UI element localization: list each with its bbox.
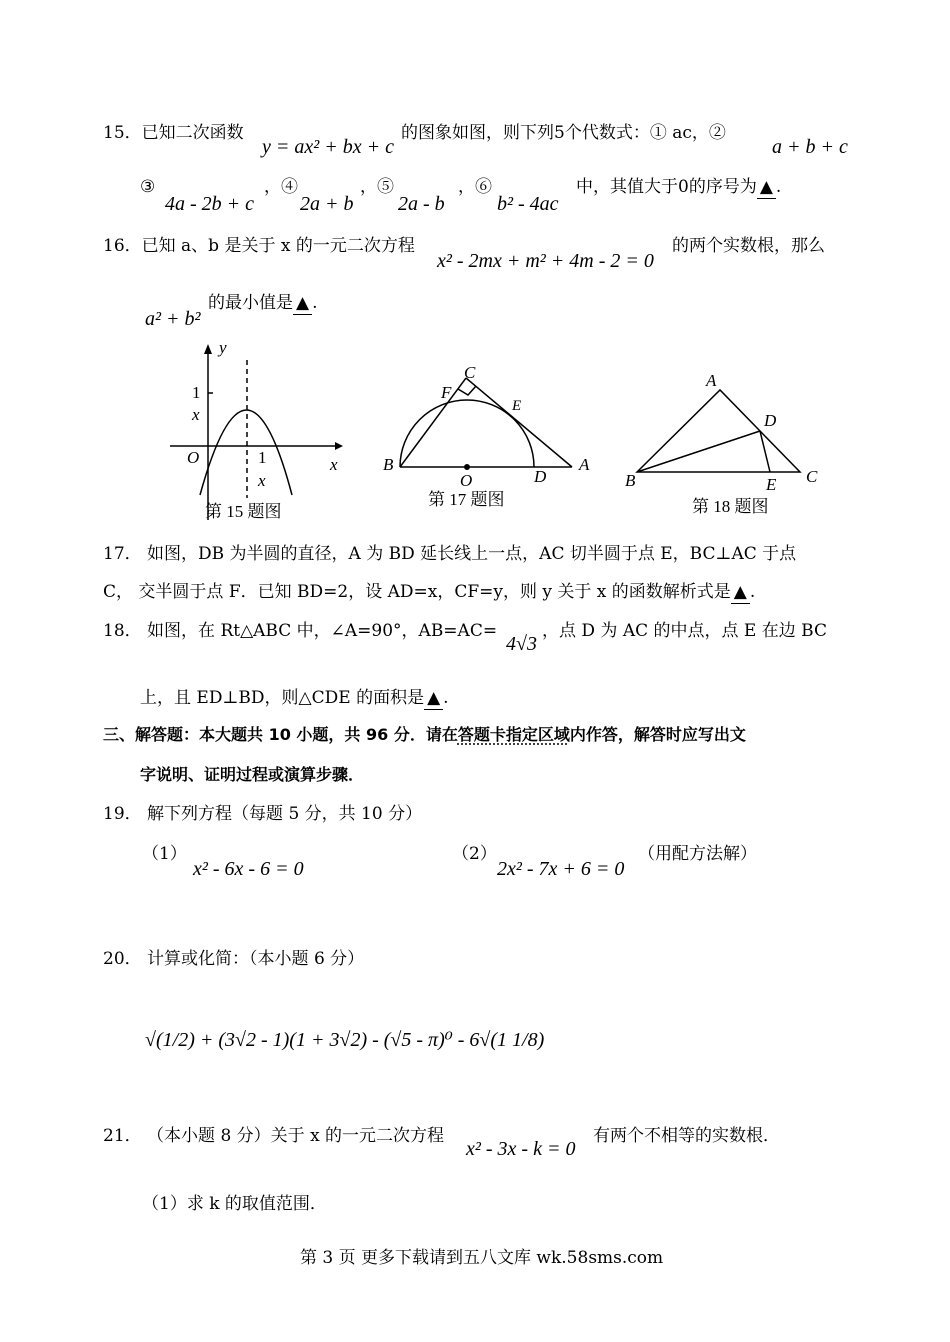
q19-part1-label: （1） [142, 844, 187, 864]
q18-text1: 18． 如图，在 Rt△ABC 中，∠A=90°，AB=AC= [103, 621, 498, 641]
origin-label: O [187, 448, 200, 467]
figure-17 [400, 378, 572, 467]
tick-x-label: 1 [258, 448, 267, 467]
q19-equation-2: 2x² - 7x + 6 = 0 [497, 858, 625, 880]
q15-expr3: 4a - 2b + c [165, 193, 255, 215]
q15-text2: 的图象如图，则下列5个代数式：① ac，② [401, 123, 726, 143]
label-A: A [579, 455, 590, 474]
q15-line1: 15．已知二次函数 [103, 123, 244, 143]
q21-text1: 21． （本小题 8 分）关于 x 的一元二次方程 [103, 1126, 445, 1146]
triangle-ABC [637, 390, 800, 472]
section-3-line2: 字说明、证明过程或演算步骤． [140, 765, 365, 784]
q18-text2: ，点 D 为 AC 的中点，点 E 在边 BC [542, 621, 827, 641]
page-footer: 第 3 页 更多下载请到五八文库 wk.58sms.com [300, 1248, 664, 1268]
label-E: E [512, 398, 522, 414]
q18-value: 4√3 [506, 633, 537, 655]
q16-text2: 的两个实数根，那么 [672, 236, 825, 256]
figure-15-caption: 第 15 题图 [205, 502, 282, 521]
label-C: C [464, 363, 476, 382]
q19-equation-1: x² - 6x - 6 = 0 [193, 858, 304, 880]
q15-expr2: a + b + c [772, 136, 848, 158]
q15-expr5: 2a - b [398, 193, 445, 215]
q15-mark4: ，④ [264, 177, 298, 197]
label-A: A [706, 371, 717, 390]
x-arrow-icon [335, 442, 343, 450]
q19-note: （用配方法解） [638, 844, 757, 864]
q16-text3: 的最小值是 ▲ . [208, 293, 318, 313]
answer-blank: ▲ [731, 581, 750, 604]
line-CA [466, 378, 572, 467]
label-O: O [460, 471, 473, 490]
figures [0, 330, 950, 530]
q21-equation: x² - 3x - k = 0 [466, 1138, 576, 1160]
x-axis-label: x [330, 455, 338, 474]
label-B: B [625, 471, 636, 490]
q16-text1: 16．已知 a、b 是关于 x 的一元二次方程 [103, 236, 415, 256]
figure-18-labels [625, 371, 818, 494]
center-dot [464, 464, 470, 470]
figure-15 [170, 344, 343, 520]
q15-expr4: 2a + b [300, 193, 354, 215]
q21-text2: 有两个不相等的实数根． [593, 1126, 780, 1146]
label-B: B [383, 455, 394, 474]
q16-expr: a² + b² [145, 308, 201, 330]
right-angle-mark [458, 386, 476, 395]
figure-17-caption: 第 17 题图 [428, 490, 505, 509]
label-C: C [806, 467, 818, 486]
q17-line2: C， 交半圆于点 F．已知 BD=2，设 AD=x，CF=y，则 y 关于 x 的函数解析式是 ▲ . [103, 582, 756, 602]
q20-expression: √(1/2) + (3√2 - 1)(1 + 3√2) - (√5 - π)⁰ - 6√(1 1/8) [145, 1029, 545, 1051]
label-D: D [764, 411, 777, 430]
label-D: D [534, 467, 547, 486]
q19-title: 19． 解下列方程（每题 5 分，共 10 分） [103, 804, 423, 824]
parabola [200, 410, 292, 495]
q15-expr6: b² - 4ac [497, 193, 559, 215]
q15-function: y = ax² + bx + c [262, 136, 394, 158]
answer-blank: ▲ [293, 292, 312, 315]
y-arrow-icon [204, 344, 212, 354]
label-E: E [766, 475, 777, 494]
q20-title: 20． 计算或化简：（本小题 6 分） [103, 949, 365, 969]
figure-18 [637, 390, 800, 472]
q16-equation: x² - 2mx + m² + 4m - 2 = 0 [437, 250, 654, 272]
line-BC [400, 378, 466, 467]
tick-y-sub: x [192, 405, 200, 424]
q18-line2: 上，且 ED⊥BD，则△CDE 的面积是 ▲ . [140, 688, 449, 708]
q17-line1: 17． 如图，DB 为半圆的直径，A 为 BD 延长线上一点，AC 切半圆于点 E，BC⊥AC 于点 [103, 544, 797, 564]
answer-blank: ▲ [424, 687, 443, 710]
q19-part2-label: （2） [452, 844, 497, 864]
figure-18-caption: 第 18 题图 [692, 497, 769, 516]
q21-subquestion-1: （1）求 k 的取值范围． [142, 1194, 327, 1214]
tick-x-sub: x [258, 471, 266, 490]
q15-text3: 中，其值大于0的序号为 ▲ . [576, 177, 782, 197]
tick-y-label: 1 [192, 383, 201, 402]
q15-mark5: ，⑤ [360, 177, 394, 197]
line-BD [637, 431, 760, 472]
answer-blank: ▲ [757, 176, 776, 199]
q15-mark3: ③ [140, 177, 156, 197]
y-axis-label: y [219, 338, 227, 357]
q15-mark6: ，⑥ [458, 177, 492, 197]
section-3-heading: 三、解答题：本大题共 10 小题，共 96 分．请在答题卡指定区域内作答，解答时应写出文 [103, 725, 746, 744]
label-F: F [441, 383, 452, 402]
figure-15-labels [187, 338, 338, 490]
